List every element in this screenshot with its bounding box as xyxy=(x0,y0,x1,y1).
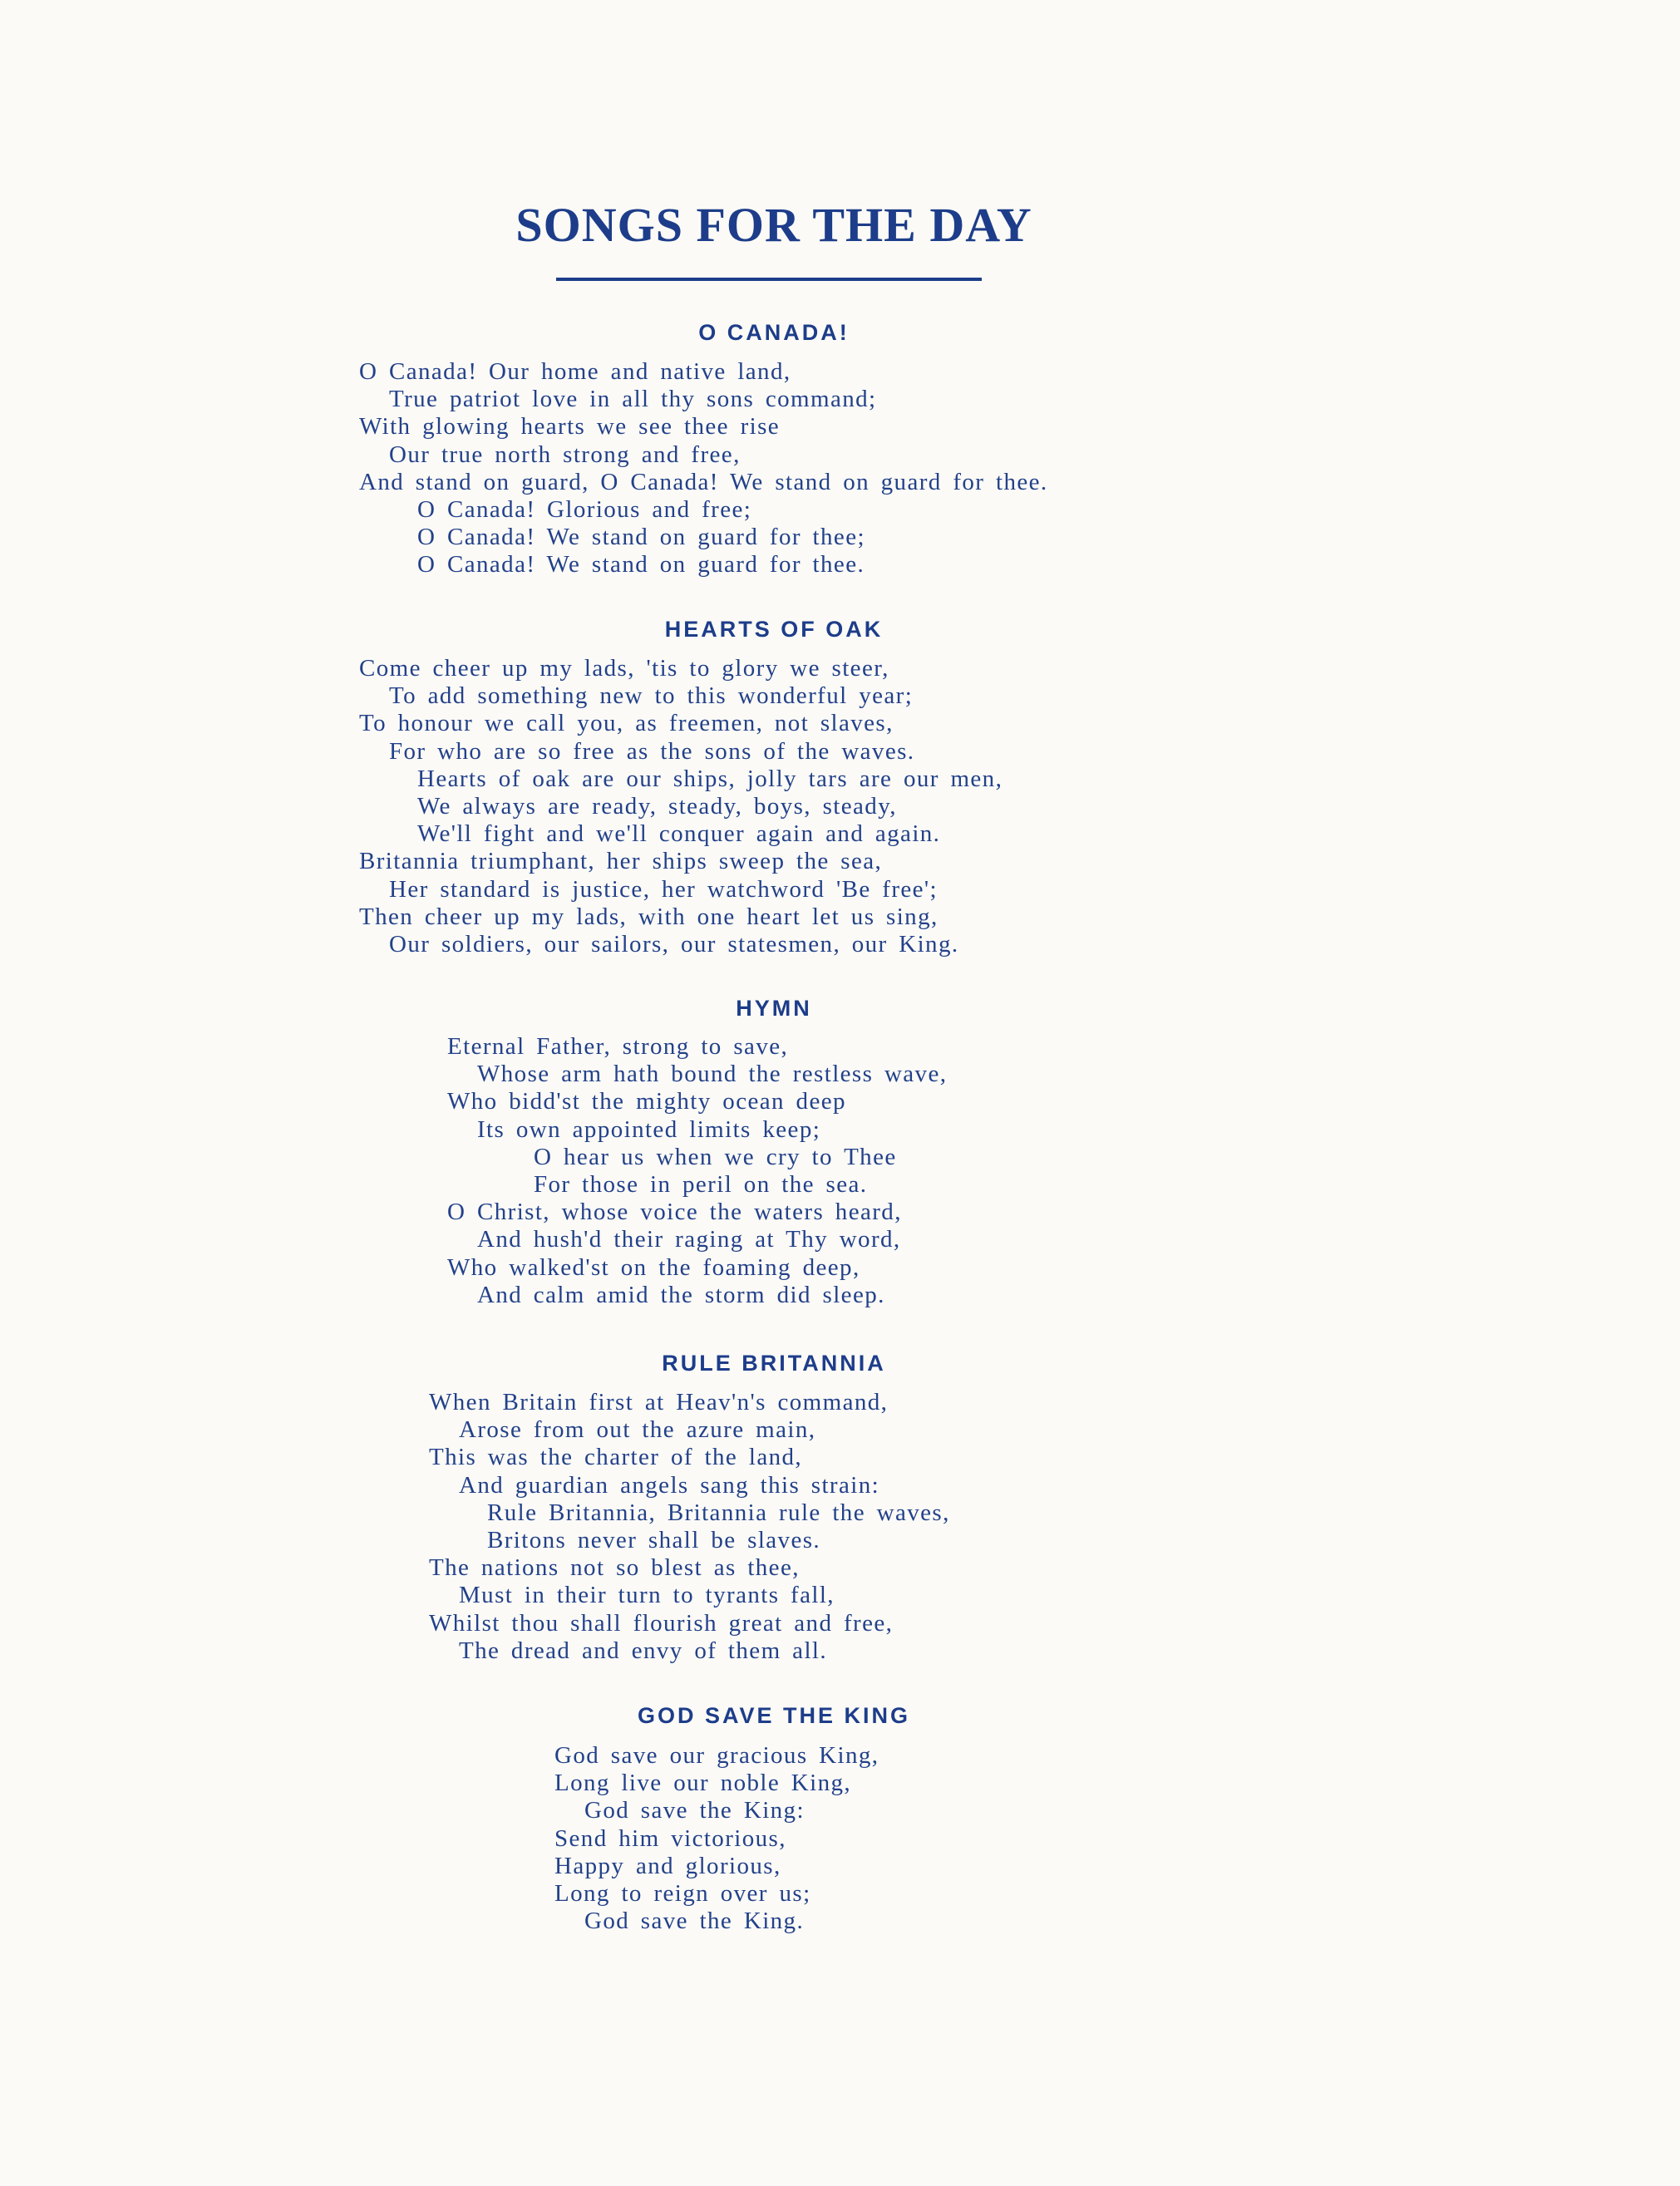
song-title-hymn: HYMN xyxy=(736,996,812,1021)
verse-line: And guardian angels sang this strain: xyxy=(459,1471,880,1499)
verse-line: Send him victorious, xyxy=(554,1824,786,1852)
song-verse-o-canada xyxy=(359,358,1048,579)
verse-line: And stand on guard, O Canada! We stand on guard for thee. xyxy=(359,468,1048,495)
song-verse-hearts-of-oak xyxy=(359,655,1003,958)
verse-line: Happy and glorious, xyxy=(554,1852,781,1879)
title-underline xyxy=(556,278,982,281)
verse-line: Long to reign over us; xyxy=(554,1879,811,1907)
verse-line: O Canada! We stand on guard for thee. xyxy=(417,551,865,579)
verse-line: O hear us when we cry to Thee xyxy=(534,1143,897,1170)
verse-line: God save our gracious King, xyxy=(554,1742,879,1769)
verse-line: For those in peril on the sea. xyxy=(534,1170,868,1198)
verse-line: Long live our noble King, xyxy=(554,1770,852,1797)
verse-line: Its own appointed limits keep; xyxy=(477,1115,821,1143)
song-verse-hymn xyxy=(447,1033,947,1309)
verse-line: This was the charter of the land, xyxy=(429,1444,803,1471)
verse-line: True patriot love in all thy sons command; xyxy=(389,386,877,413)
verse-line: The nations not so blest as thee, xyxy=(429,1554,800,1582)
verse-line: Come cheer up my lads, 'tis to glory we steer, xyxy=(359,655,889,682)
verse-line: Arose from out the azure main, xyxy=(459,1416,816,1444)
verse-line: Rule Britannia, Britannia rule the waves, xyxy=(487,1499,950,1526)
verse-line: And calm amid the storm did sleep. xyxy=(477,1281,885,1308)
verse-line: O Canada! Our home and native land, xyxy=(359,358,791,385)
verse-line: To honour we call you, as freemen, not slaves, xyxy=(359,710,894,737)
verse-line: Our soldiers, our sailors, our statesmen, our King. xyxy=(389,930,959,958)
song-title-hearts-of-oak: HEARTS OF OAK xyxy=(664,617,884,642)
song-title-rule-britannia: RULE BRITANNIA xyxy=(662,1351,886,1376)
verse-line: Who bidd'st the mighty ocean deep xyxy=(447,1088,846,1115)
verse-line: To add something new to this wonderful year; xyxy=(389,682,914,710)
verse-line: Hearts of oak are our ships, jolly tars are our men, xyxy=(417,765,1003,792)
verse-line: The dread and envy of them all. xyxy=(459,1637,828,1664)
verse-line: Whose arm hath bound the restless wave, xyxy=(477,1061,948,1088)
verse-line: Whilst thou shall flourish great and free, xyxy=(429,1609,894,1637)
verse-line: Who walked'st on the foaming deep, xyxy=(447,1253,860,1281)
verse-line: God save the King. xyxy=(584,1908,805,1935)
song-verse-god-save-the-king xyxy=(554,1742,879,1935)
verse-line: We always are ready, steady, boys, steady, xyxy=(417,792,897,820)
verse-line: Must in their turn to tyrants fall, xyxy=(459,1582,835,1609)
song-title-god-save-the-king: GOD SAVE THE KING xyxy=(637,1703,911,1728)
song-verse-rule-britannia xyxy=(429,1389,950,1665)
verse-line: Eternal Father, strong to save, xyxy=(447,1033,789,1060)
verse-line: For who are so free as the sons of the waves. xyxy=(389,737,915,765)
verse-line: O Canada! We stand on guard for thee; xyxy=(417,524,865,551)
verse-line: With glowing hearts we see thee rise xyxy=(359,413,781,441)
verse-line: Our true north strong and free, xyxy=(389,441,741,468)
verse-line: And hush'd their raging at Thy word, xyxy=(477,1226,901,1253)
verse-line: Her standard is justice, her watchword 'Be free'; xyxy=(389,875,939,903)
verse-line: God save the King: xyxy=(584,1797,805,1824)
verse-line: When Britain first at Heav'n's command, xyxy=(429,1389,889,1415)
verse-line: O Canada! Glorious and free; xyxy=(417,495,752,523)
verse-line: Britannia triumphant, her ships sweep the sea, xyxy=(359,848,883,875)
verse-line: We'll fight and we'll conquer again and again. xyxy=(417,820,941,848)
song-title-o-canada: O CANADA! xyxy=(698,320,850,345)
page-title: SONGS FOR THE DAY xyxy=(515,198,1032,252)
verse-line: Then cheer up my lads, with one heart let us sing, xyxy=(359,903,939,930)
verse-line: Britons never shall be slaves. xyxy=(487,1526,821,1553)
verse-line: O Christ, whose voice the waters heard, xyxy=(447,1199,902,1226)
